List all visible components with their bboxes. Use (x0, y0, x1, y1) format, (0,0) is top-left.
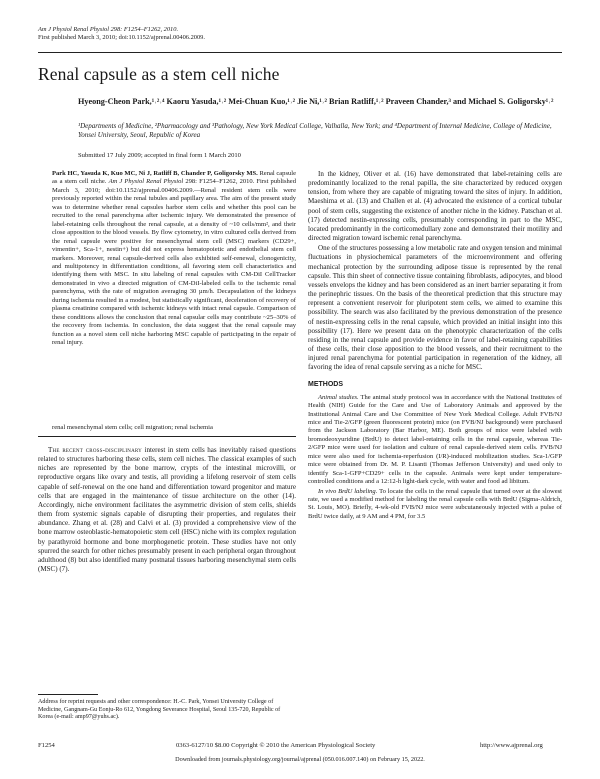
author-list: Hyeong-Cheon Park,¹˒²˒⁴ Kaoru Yasuda,¹˒² Mei-Chuan Kuo,¹˒² Jie Ni,¹˒² Brian Ratliff,¹˒² Praveen Chander,³ and Michael S. Goligorsky¹˒² (78, 97, 554, 106)
journal-url[interactable]: http://www.ajprenal.org (480, 742, 543, 749)
body-paragraph: One of the structures possessing a low metabolic rate and oxygen tension and minimal fluctuations in physiochemical parameters of the microenvironment and offering mechanical protection by the surrounding adipose tissue is represented by the renal capsule. This thin sheet of connective tissue containing fibroblasts, adipocytes, and blood vessels envelops the kidney and has been considered as an inert barrier separating it from the perinephric tissues. On the basis of the theoretical prediction that this structure may represent a convenient reservoir for pluripotent stem cells, we aimed to examine this possibility. The search was also facilitated by the previous demonstration of the presence of nestin-expressing cells in the renal capsule, which provided an initial insight into this possibility (17). Here we present data on the phenotypic characterization of the cells residing in the renal capsule and provide evidence in favor of label-retaining capabilities of these cells, their close apposition to the blood vessels, and their recruitment to the injured renal parenchyma for potential participation in regeneration of the kidney, all favoring the idea of renal capsule serving as a niche for MSC. (308, 244, 562, 372)
abstract-citation-authors: Park HC, Yasuda K, Kuo MC, Ni J, Ratliff B, Chander P, Goligorsky MS. (52, 170, 258, 177)
abstract-body: 298: F1254–F1262, 2010. First published March 3, 2010; doi:10.1152/ajprenal.00406.2009.—Renal resident stem cells were previously reported within the renal tubules and papillary area. The aim of the present study was to determine whether renal capsules harbor stem cells and whether this pool can be recruited to the renal parenchyma after ischemic injury. We demonstrated the presence of label-retaining cells throughout the renal capsule, at a density of ~10 cells/mm², and their close apposition to the blood vessels. By flow cytometry, in vitro cultured cells derived from the renal capsule were positive for mesenchymal stem cell (MSC) markers (CD29+, vimentin+, Sca-1+, nestin+) but did not express hematopoietic and endothelial stem cell markers. Moreover, renal capsule-derived cells also exhibited self-renewal, clonogenicity, and multipotency in differentiation conditions, all favoring stem cell characteristics and identifying them with MSC. In situ labeling of renal capsules with CM-DiI CellTracker demonstrated in vivo a directed migration of CM-DiI-labeled cells to the ischemic renal parenchyma, with the rate of migration averaging 30 µm/h. Decapsulation of the kidneys during ischemia resulted in a modest, but statistically significant, deceleration of recovery of plasma creatinine compared with ischemic kidneys with intact renal capsule. Comparison of these conditions allows the conclusion that renal capsular cells may contribute ~25–30% of the recovery from ischemia. In conclusion, the data suggest that the renal capsule may function as a novel stem cell niche harboring MSC capable of participating in the repair of renal injury. (52, 178, 296, 347)
footnote-rule (38, 694, 98, 695)
correspondence-footnote: Address for reprint requests and other correspondence: H.-C. Park, Yonsei University College of Medicine, Gangnam-Gu Eonju-Ro 612, Yongdong Severance Hospital, Seoul 135-720, Republic of Korea (e-mail: amp97@yuhs.ac). (38, 699, 281, 721)
methods-heading: METHODS (308, 381, 343, 389)
copyright-line: 0363-6127/10 $8.00 Copyright © 2010 the American Physiological Society (176, 742, 376, 749)
right-column (308, 170, 562, 522)
header-rule (38, 52, 562, 53)
journal-citation-line: Am J Physiol Renal Physiol 298: F1254–F1262, 2010. (38, 26, 179, 33)
abstract-rule (38, 436, 296, 437)
abstract-journal-name: Am J Physiol Renal Physiol (108, 178, 184, 186)
published-doi-line: First published March 3, 2010; doi:10.1152/ajprenal.00406.2009. (38, 34, 205, 41)
keywords: renal mesenchymal stem cells; cell migration; renal ischemia (52, 424, 213, 431)
methods-paragraph: The animal study protocol was in accordance with the National Institutes of Health (NIH) Guide for the Care and Use of Laboratory Animals and approved by the Institutional Animal Care and Use Committee of New York Medical College. Adult FVB/NJ mice and Tie-2/GFP (green fluorescent protein) mice (on FVB/NJ background) were purchased from the Jackson Laboratory (Bar Harbor, ME). Both groups of mice were labeled with bromodeoxyuridine (BrdU) to detect label-retaining cells in the renal capsule, whereas Tie-2/GFP mice were used for isolation and culture of renal capsule-derived stem cells. FVB/NJ mice were also used for ischemia-reperfusion (I/R)-induced mobilization studies. Sca-1/GFP mice were obtained from Dr. M. P. Lisanti (Thomas Jefferson University) and used only to identify Sca-1-GFP+CD29+ cells in the capsule. Animals were kept under temperature-controlled conditions and a 12:12-h light-dark cycle, with water and food ad libitum. (308, 393, 563, 486)
intro-lead-in: The recent cross-disciplinary (48, 446, 142, 454)
submission-dates: Submitted 17 July 2009; accepted in final form 1 March 2010 (78, 152, 241, 159)
article-title: Renal capsule as a stem cell niche (38, 64, 280, 84)
journal-header (38, 26, 205, 42)
subsection-heading: In vivo BrdU labeling. (318, 487, 378, 495)
intro-paragraph: interest in stem cells has inevitably raised questions related to structures harboring these cells, stem cell niches. The classical examples of such niches are represented by the bone marrow, crypts of the intestinal microvilli, or reproductive organs like ovary and testis, all providing a lifelong reservoir of stem cells capable of self-renewal on the one hand and differentiation toward progenitor and mature cells that are engaged in the maintenance of tissue architecture on the other (14). Accordingly, niche environment facilitates the asymmetric division of stem cells, shields them from systemic signals capable of disrupting their properties, and regulates their abundance. Zhang et al. (28) and Calvi et al. (3) provided a comprehensive view of the bone marrow osteoblastic-hematopoietic stem cell (HSC) niche with its complex regulation by parathyroid hormone and bone morphogenetic protein. These studies have not only spurred the search for other niches presumably present in each peripheral organ throughout adulthood (8) but also identified many postnatal tissues harboring mesenchymal stem cells (MSC) (7). (38, 446, 297, 574)
download-stamp: Downloaded from journals.physiology.org/journal/ajprenal (050.016.007.140) on February 15, 2022. (175, 756, 425, 763)
page-number: F1254 (38, 742, 55, 749)
subsection-heading: Animal studies. (318, 393, 359, 401)
body-paragraph: In the kidney, Oliver et al. (16) have demonstrated that label-retaining cells are predominantly localized to the renal papilla, the site characterized by reduced oxygen tension, from where they are capable of migrating toward the sites of injury. In addition, Maeshima et al. (13) and Challen et al. (4) advocated the existence of a cortical tubular pool of stem cells, suggesting the existence of another niche in the kidney. Patschan et al. (17) detected nestin-expressing cells, presumably corresponding in part to the MSC, located predominantly in the corticomedullary zone and demonstrated their motility and directed migration toward ischemic renal parenchyma. (308, 170, 562, 243)
methods-paragraph: To locate the cells in the renal capsule that turned over at the slowest rate, we used a modified method for labeling the renal capsule cells with BrdU (Sigma-Aldrich, St. Louis, MO). Briefly, 4-wk-old FVB/NJ mice were subcutaneously injected with a pulse of BrdU twice daily, at 9 AM and 4 PM, for 3.5 (308, 487, 562, 520)
affiliations: ¹Departments of Medicine, ²Pharmacology and ³Pathology, New York Medical College, Valhalla, New York; and ⁴Department of Internal Medicine, College of Medicine, Yonsei University, Seoul, Republic of Korea (78, 122, 552, 139)
abstract-citation-title: Renal capsule as a stem cell niche. (52, 170, 296, 186)
introduction (38, 446, 296, 574)
abstract (52, 170, 296, 348)
